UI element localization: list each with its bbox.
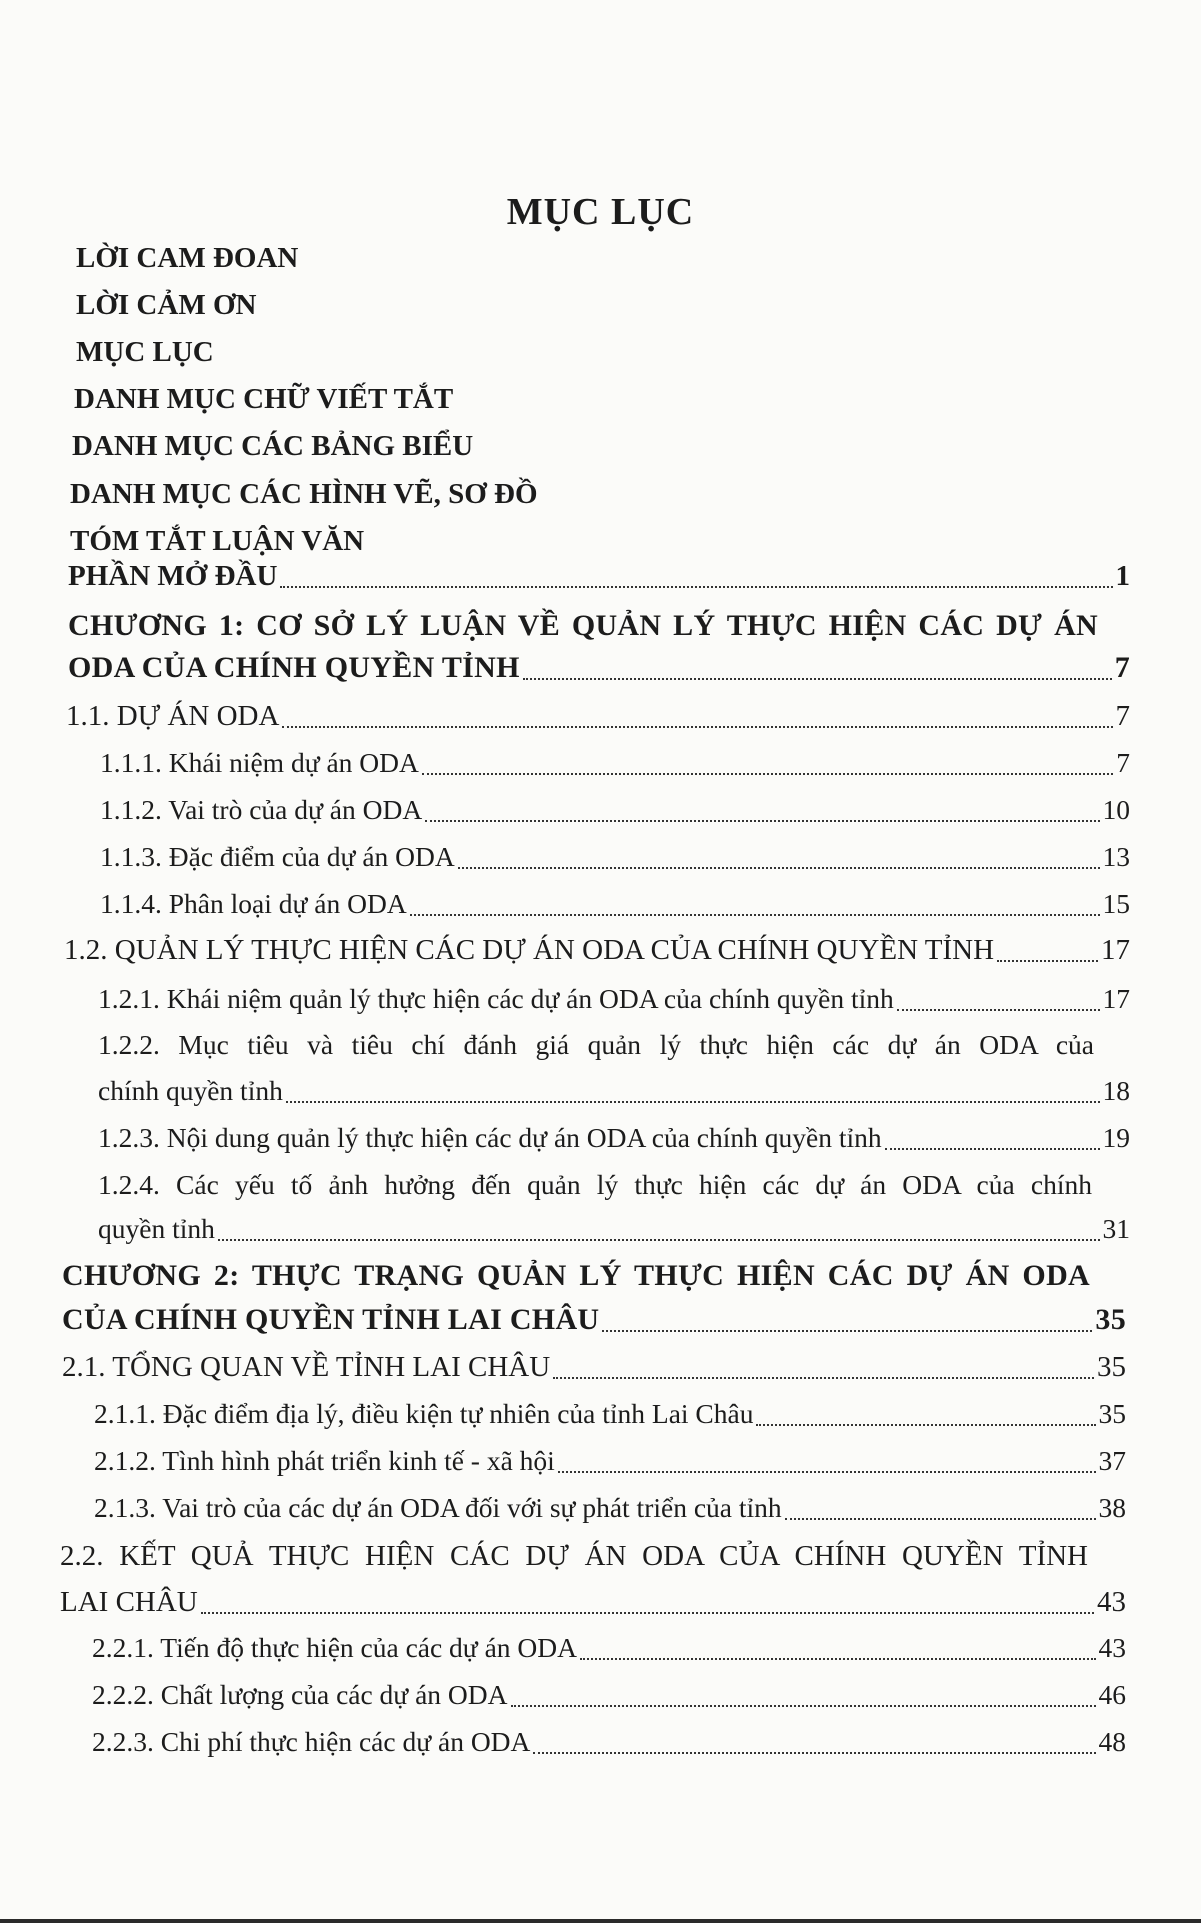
toc-page-number: 31	[1102, 1213, 1130, 1244]
toc-entry-label: quyền tỉnh	[98, 1213, 215, 1244]
toc-subsection-2-2-1[interactable]	[92, 1626, 1126, 1670]
toc-front-chu-viet-tat: DANH MỤC CHỮ VIẾT TẮT	[74, 383, 454, 415]
toc-front-muc-luc: MỤC LỤC	[76, 336, 214, 368]
toc-subsection-2-2-2[interactable]	[92, 1673, 1126, 1717]
toc-entry-label: 1.1.3. Đặc điểm của dự án ODA	[100, 841, 455, 872]
scan-bottom-edge	[0, 1919, 1201, 1923]
toc-page-number: 48	[1098, 1726, 1126, 1757]
toc-section-2-2-line1[interactable]: 2.2. KẾT QUẢ THỰC HIỆN CÁC DỰ ÁN ODA CỦA CHÍNH QUYỀN TỈNH	[60, 1540, 1088, 1572]
toc-subsection-2-1-3[interactable]	[94, 1486, 1126, 1530]
toc-chapter-1[interactable]	[68, 646, 1130, 690]
toc-subsection-1-2-2[interactable]	[98, 1069, 1130, 1113]
toc-entry-label: 2.1.2. Tình hình phát triển kinh tế - xã hội	[94, 1445, 555, 1476]
toc-entry-label: 1.1.4. Phân loại dự án ODA	[100, 888, 407, 919]
toc-entry-label: 1.1.2. Vai trò của dự án ODA	[100, 794, 423, 825]
leader-dots	[785, 1518, 1096, 1520]
toc-page-number: 15	[1102, 888, 1130, 919]
toc-chapter-1-line1[interactable]: CHƯƠNG 1: CƠ SỞ LÝ LUẬN VỀ QUẢN LÝ THỰC HIỆN CÁC DỰ ÁN	[68, 609, 1098, 642]
leader-dots	[602, 1330, 1092, 1332]
toc-entry-label: 1.1. DỰ ÁN ODA	[66, 700, 280, 732]
toc-front-loi-cam-doan: LỜI CAM ĐOAN	[76, 242, 299, 274]
toc-page-number: 17	[1102, 983, 1130, 1014]
leader-dots	[756, 1424, 1095, 1426]
toc-subsection-1-2-4[interactable]	[98, 1207, 1130, 1251]
toc-section-1-2[interactable]	[64, 928, 1130, 972]
toc-subsection-2-1-1[interactable]	[94, 1392, 1126, 1436]
leader-dots	[282, 726, 1112, 728]
leader-dots	[201, 1612, 1094, 1614]
toc-front-hinh-ve: DANH MỤC CÁC HÌNH VẼ, SƠ ĐỒ	[70, 478, 538, 510]
toc-page-number: 7	[1114, 651, 1130, 684]
leader-dots	[286, 1101, 1100, 1103]
leader-dots	[410, 914, 1100, 916]
toc-page-number: 37	[1098, 1445, 1126, 1476]
toc-entry-label: 2.1.3. Vai trò của các dự án ODA đối với sự phát triển của tỉnh	[94, 1492, 782, 1523]
toc-section-1-1[interactable]	[66, 694, 1130, 738]
leader-dots	[553, 1377, 1094, 1379]
toc-entry-label: 2.1. TỔNG QUAN VỀ TỈNH LAI CHÂU	[62, 1351, 551, 1383]
toc-page-number: 18	[1102, 1075, 1130, 1106]
toc-entry-label: 2.2.2. Chất lượng của các dự án ODA	[92, 1679, 508, 1710]
leader-dots	[558, 1471, 1096, 1473]
leader-dots	[523, 678, 1112, 680]
toc-entry-label: CỦA CHÍNH QUYỀN TỈNH LAI CHÂU	[62, 1303, 600, 1336]
toc-page-number: 17	[1101, 934, 1130, 966]
toc-page-number: 43	[1097, 1586, 1126, 1618]
toc-entry-label: 2.2.1. Tiến độ thực hiện của các dự án ODA	[92, 1632, 577, 1663]
toc-front-bang-bieu: DANH MỤC CÁC BẢNG BIỂU	[72, 430, 474, 462]
leader-dots	[422, 773, 1113, 775]
toc-chapter-2-line1[interactable]: CHƯƠNG 2: THỰC TRẠNG QUẢN LÝ THỰC HIỆN CÁC DỰ ÁN ODA	[62, 1259, 1090, 1292]
leader-dots	[458, 867, 1100, 869]
toc-entry-label: 2.2.3. Chi phí thực hiện các dự án ODA	[92, 1726, 531, 1757]
toc-subsection-1-2-3[interactable]	[98, 1116, 1130, 1160]
toc-subsection-2-2-3[interactable]	[92, 1720, 1126, 1764]
toc-page-number: 46	[1098, 1679, 1126, 1710]
leader-dots	[425, 820, 1099, 822]
toc-front-loi-cam-on: LỜI CẢM ƠN	[76, 289, 257, 321]
toc-subsection-1-1-1[interactable]	[100, 741, 1130, 785]
page-title: MỤC LỤC	[506, 191, 695, 233]
toc-page-number: 35	[1097, 1351, 1126, 1383]
toc-section-2-2[interactable]	[60, 1580, 1126, 1624]
toc-entry-label: 1.2.1. Khái niệm quản lý thực hiện các dự án ODA của chính quyền tỉnh	[98, 983, 894, 1014]
toc-entry-label: PHẦN MỞ ĐẦU	[68, 560, 278, 592]
toc-entry-label: 2.1.1. Đặc điểm địa lý, điều kiện tự nhiên của tỉnh Lai Châu	[94, 1398, 754, 1429]
leader-dots	[533, 1752, 1095, 1754]
toc-page-number: 19	[1102, 1122, 1130, 1153]
toc-page-number: 43	[1098, 1632, 1126, 1663]
toc-page-number: 38	[1098, 1492, 1126, 1523]
leader-dots	[897, 1009, 1100, 1011]
toc-subsection-1-2-4-line1[interactable]: 1.2.4. Các yếu tố ảnh hưởng đến quản lý thực hiện các dự án ODA của chính	[98, 1169, 1092, 1200]
toc-subsection-1-1-3[interactable]	[100, 835, 1130, 879]
toc-subsection-1-1-2[interactable]	[100, 788, 1130, 832]
toc-page-number: 10	[1102, 794, 1130, 825]
toc-page-number: 35	[1098, 1398, 1126, 1429]
toc-page-number: 13	[1102, 841, 1130, 872]
toc-entry-label: chính quyền tỉnh	[98, 1075, 283, 1106]
toc-subsection-1-2-2-line1[interactable]: 1.2.2. Mục tiêu và tiêu chí đánh giá quản lý thực hiện các dự án ODA của	[98, 1029, 1094, 1060]
toc-page-number: 1	[1115, 560, 1130, 592]
leader-dots	[218, 1239, 1100, 1241]
toc-entry-label: 1.2. QUẢN LÝ THỰC HIỆN CÁC DỰ ÁN ODA CỦA CHÍNH QUYỀN TỈNH	[64, 934, 995, 966]
toc-subsection-1-2-1[interactable]	[98, 977, 1130, 1021]
toc-entry-label: LAI CHÂU	[60, 1586, 198, 1618]
toc-subsection-2-1-2[interactable]	[94, 1439, 1126, 1483]
leader-dots	[885, 1148, 1100, 1150]
toc-subsection-1-1-4[interactable]	[100, 882, 1130, 926]
toc-entry-intro[interactable]	[68, 554, 1130, 598]
toc-entry-label: 1.1.1. Khái niệm dự án ODA	[100, 747, 419, 778]
toc-page-number: 35	[1095, 1303, 1126, 1336]
leader-dots	[997, 960, 1098, 962]
toc-entry-label: ODA CỦA CHÍNH QUYỀN TỈNH	[68, 651, 520, 684]
leader-dots	[280, 586, 1112, 588]
leader-dots	[511, 1705, 1096, 1707]
toc-page-number: 7	[1115, 700, 1130, 732]
toc-front-tom-tat: TÓM TẮT LUẬN VĂN	[70, 525, 365, 557]
toc-chapter-2[interactable]	[62, 1298, 1126, 1342]
toc-section-2-1[interactable]	[62, 1345, 1126, 1389]
toc-page-number: 7	[1116, 747, 1130, 778]
leader-dots	[580, 1658, 1096, 1660]
toc-entry-label: 1.2.3. Nội dung quản lý thực hiện các dự án ODA của chính quyền tỉnh	[98, 1122, 882, 1153]
